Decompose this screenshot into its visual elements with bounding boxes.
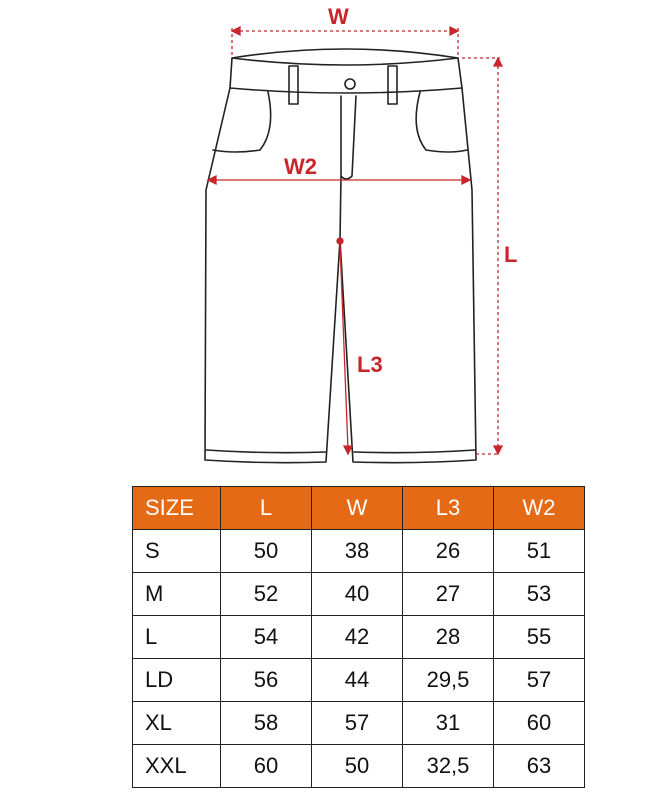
- header-size: SIZE: [133, 487, 221, 530]
- table-cell: 32,5: [403, 745, 494, 788]
- fly-seam: [341, 96, 356, 179]
- table-cell: 50: [221, 530, 312, 573]
- label-w2: W2: [284, 154, 317, 179]
- table-row: [133, 659, 585, 702]
- waist-button: [345, 79, 355, 89]
- table-row: [133, 745, 585, 788]
- table-cell: 58: [221, 702, 312, 745]
- table-cell: 26: [403, 530, 494, 573]
- table-cell: 57: [312, 702, 403, 745]
- table-cell: 40: [312, 573, 403, 616]
- table-cell: 52: [221, 573, 312, 616]
- belt-loop-right: [388, 66, 397, 104]
- table-cell: 60: [221, 745, 312, 788]
- table-cell: 63: [494, 745, 585, 788]
- header-w2: W2: [494, 487, 585, 530]
- table-cell: XXL: [133, 745, 221, 788]
- table-cell: 55: [494, 616, 585, 659]
- header-l3: L3: [403, 487, 494, 530]
- table-header-row: [133, 487, 585, 530]
- table-row: [133, 530, 585, 573]
- table-cell: 51: [494, 530, 585, 573]
- table-cell: 42: [312, 616, 403, 659]
- table-cell: 27: [403, 573, 494, 616]
- table-cell: M: [133, 573, 221, 616]
- table-row: [133, 573, 585, 616]
- table-cell: S: [133, 530, 221, 573]
- label-l3: L3: [357, 352, 383, 377]
- table-cell: 44: [312, 659, 403, 702]
- table-cell: 38: [312, 530, 403, 573]
- table-cell: 31: [403, 702, 494, 745]
- table-cell: 29,5: [403, 659, 494, 702]
- table-row: [133, 616, 585, 659]
- table-cell: 54: [221, 616, 312, 659]
- table-cell: 50: [312, 745, 403, 788]
- table-cell: XL: [133, 702, 221, 745]
- hem-left: [206, 450, 326, 453]
- table-cell: 60: [494, 702, 585, 745]
- table-cell: 57: [494, 659, 585, 702]
- fly-line: [340, 176, 341, 240]
- table-row: [133, 702, 585, 745]
- hem-right: [354, 450, 475, 453]
- header-l: L: [221, 487, 312, 530]
- table-cell: 56: [221, 659, 312, 702]
- table-cell: LD: [133, 659, 221, 702]
- size-table: [132, 486, 585, 788]
- table-cell: L: [133, 616, 221, 659]
- label-l: L: [504, 242, 518, 267]
- pocket-right: [416, 92, 467, 152]
- waistband-top: [232, 49, 458, 65]
- belt-loop-left: [289, 66, 298, 104]
- table-cell: 53: [494, 573, 585, 616]
- header-w: W: [312, 487, 403, 530]
- table-cell: 28: [403, 616, 494, 659]
- label-w: W: [328, 4, 349, 29]
